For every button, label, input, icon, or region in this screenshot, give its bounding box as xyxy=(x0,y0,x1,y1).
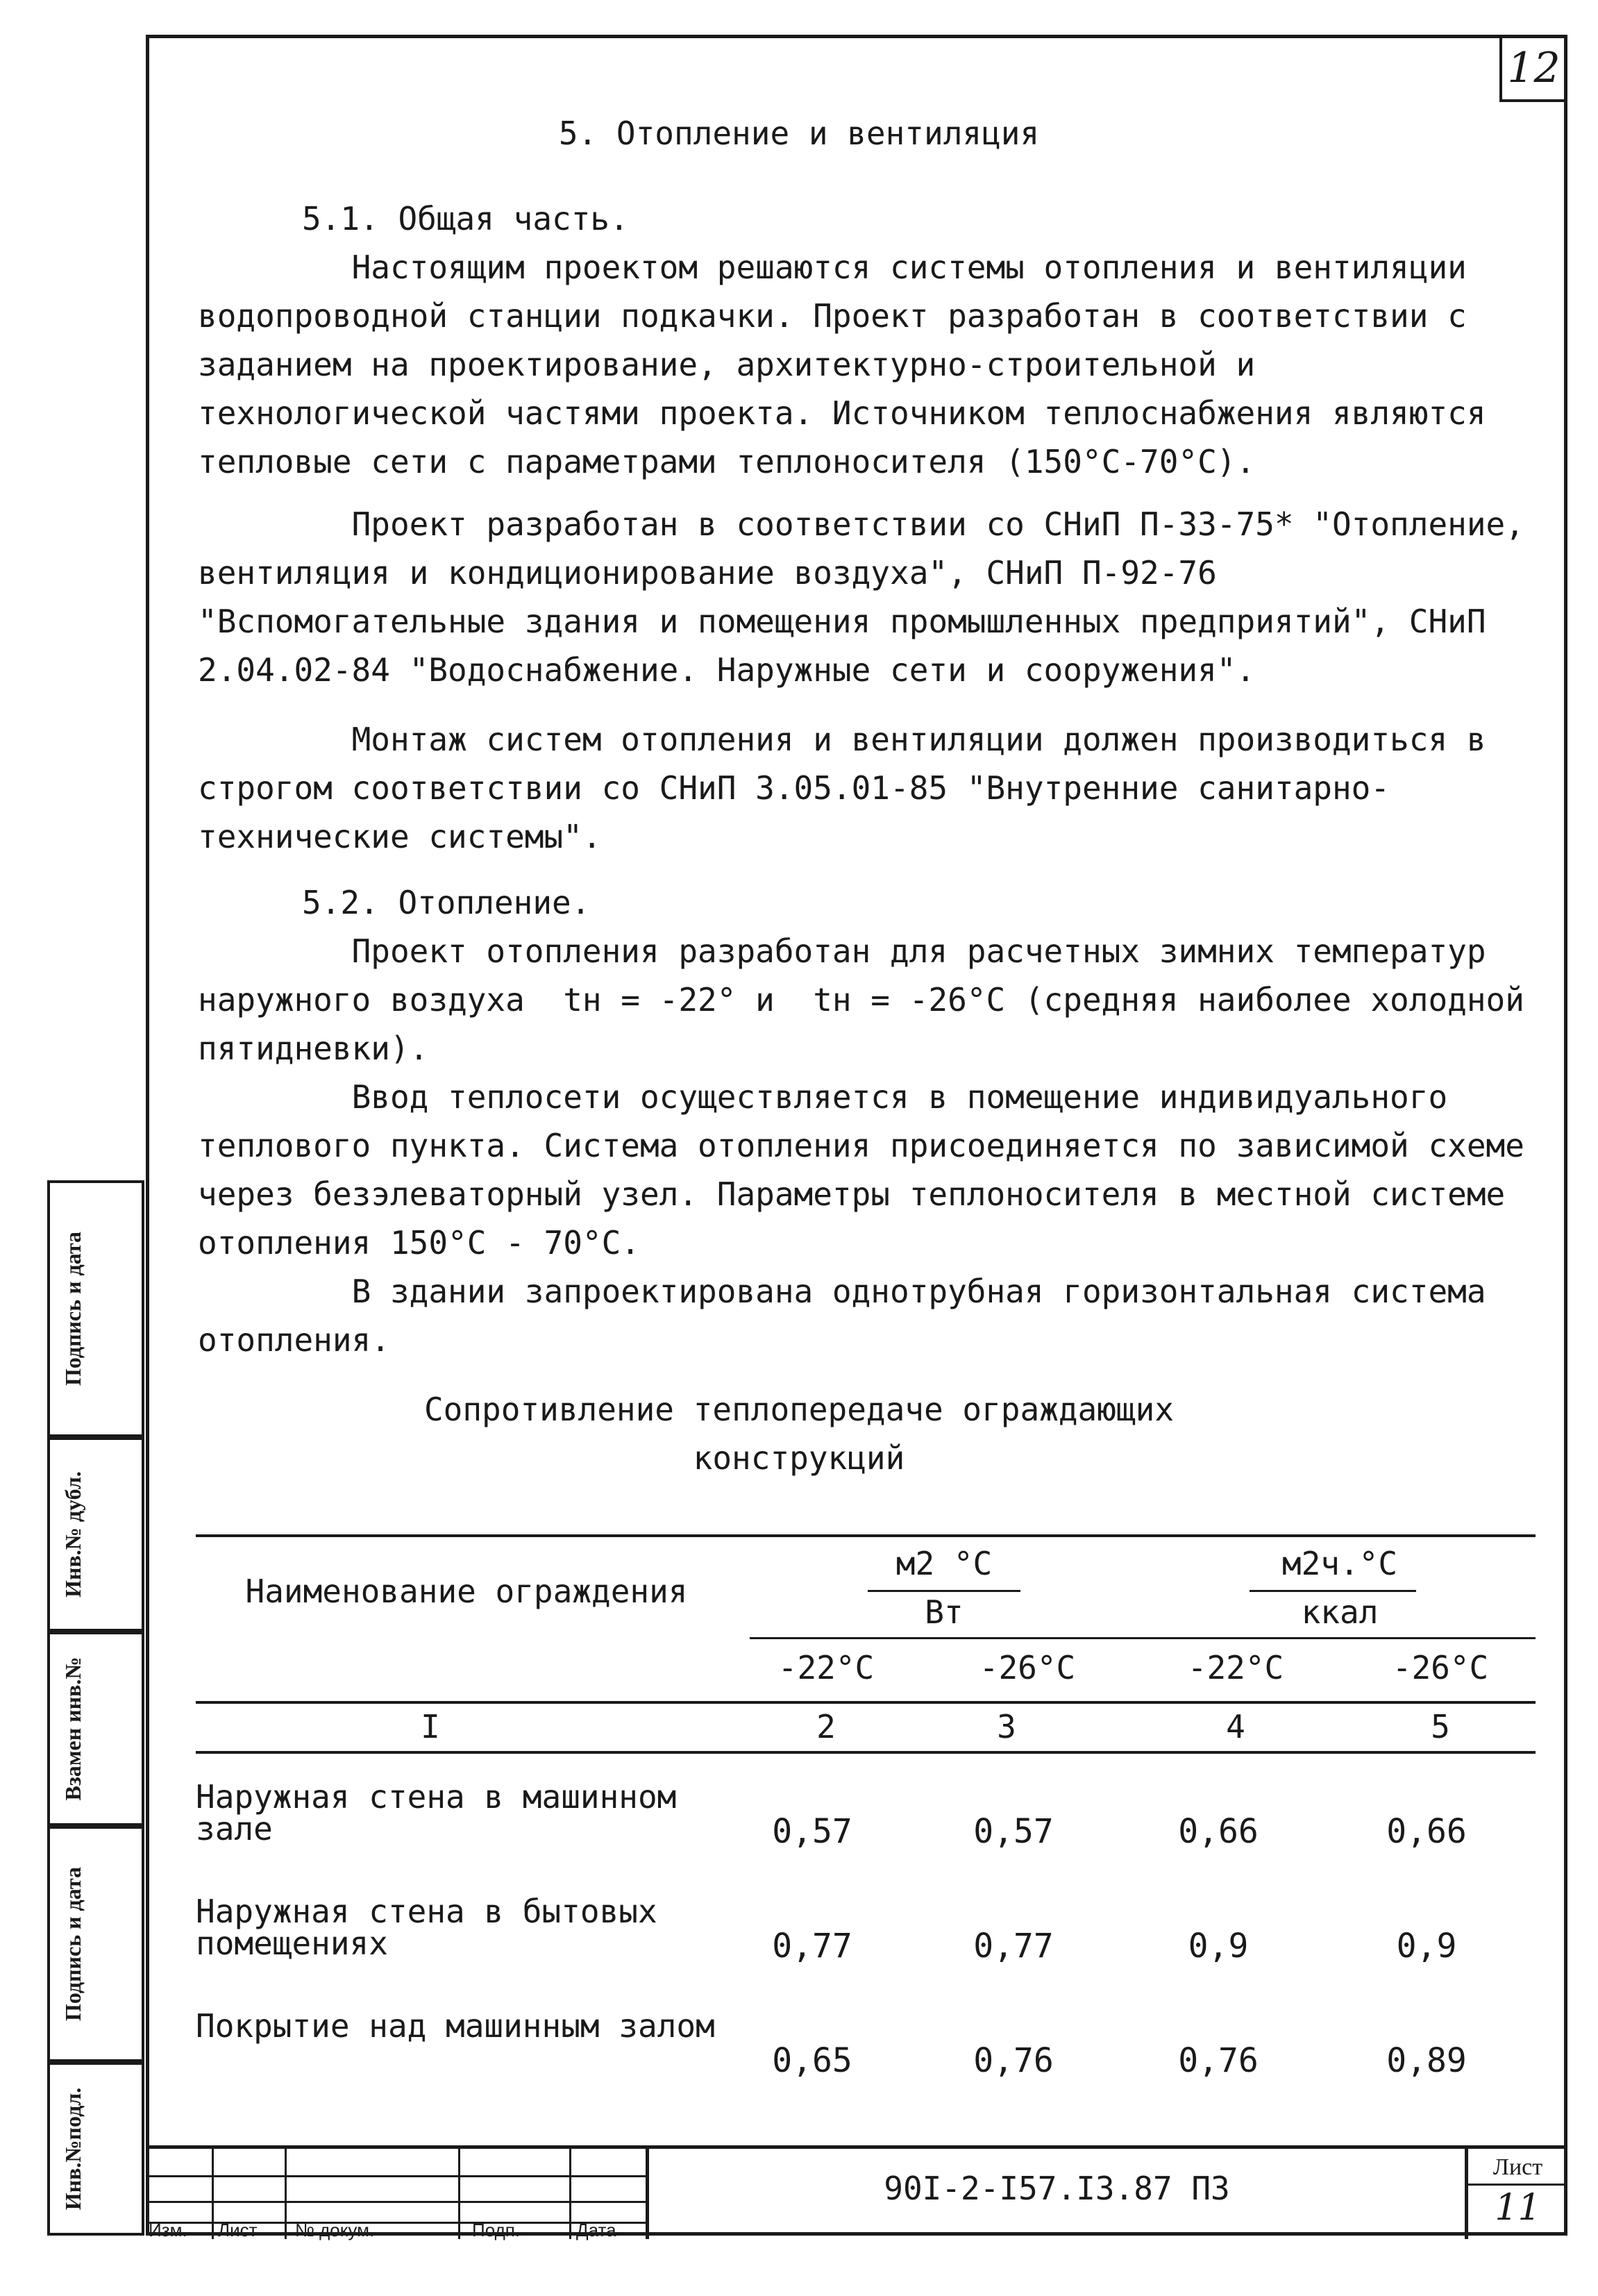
table-caption-line2: конструкций xyxy=(693,1439,905,1477)
side-stamp-signature-date: Подпись и дата xyxy=(47,1180,144,1437)
side-stamp-duplicate-inventory: Инв.№ дубл. xyxy=(47,1437,144,1632)
table-cell: 0,76 xyxy=(973,2041,1054,2080)
unit1-fraction-bar xyxy=(868,1590,1020,1592)
table-cell: 0,66 xyxy=(1178,1812,1259,1851)
subsection-heading-general: 5.1. Общая часть. xyxy=(302,200,629,237)
table-numbers-bottom-rule xyxy=(196,1751,1536,1754)
column-number-5: 5 xyxy=(1431,1708,1450,1745)
section-title: 5. Отопление и вентиляция xyxy=(558,115,1040,152)
side-stamp-signature-date-2: Подпись и дата xyxy=(47,1826,144,2062)
unit2-fraction-bar xyxy=(1250,1590,1416,1592)
table-caption-line1: Сопротивление теплопередаче ограждающих xyxy=(423,1391,1175,1428)
paragraph-general-3: Монтаж систем отопления и вентиляции должен производиться в строгом соответствии со СНиП 3.05.01-85 "Внутренние санитарно-технические системы". xyxy=(198,721,1506,855)
column-number-4: 4 xyxy=(1226,1708,1245,1745)
unit1-numerator: м2 °С xyxy=(895,1545,993,1582)
title-col-date: Дата xyxy=(576,2220,616,2240)
table-numbers-top-rule xyxy=(196,1701,1536,1704)
sheet-label: Лист xyxy=(1492,2154,1543,2180)
table-cell: 0,77 xyxy=(772,1927,852,1966)
table-cell: 0,65 xyxy=(772,2041,852,2080)
title-col-sign: Подп. xyxy=(472,2220,521,2240)
table-cell: 0,76 xyxy=(1178,2041,1259,2080)
table-row-name: Покрытие над машинным залом xyxy=(196,2007,715,2045)
title-col-doc: № докум. xyxy=(295,2220,375,2240)
temp-header-2: -26°С xyxy=(979,1649,1076,1686)
temp-header-4: -26°С xyxy=(1392,1649,1489,1686)
table-cell: 0,57 xyxy=(973,1812,1054,1851)
paragraph-heating-1: Проект отопления разработан для расчетных зимних температур наружного воздуха tн = -22° и tн = -26°С (средняя наиболее холодной пятидневки). xyxy=(198,932,1544,1067)
paragraph-heating-2: Ввод теплосети осуществляется в помещение индивидуального теплового пункта. Система отопления присоединяется по зависимой схеме через безэлеваторный узел. Параметры теплоносителя в местной системе отопления 150°С - 70°С. xyxy=(198,1078,1544,1262)
table-top-rule xyxy=(196,1534,1536,1537)
side-stamp-replacement-inventory: Взамен инв.№ xyxy=(47,1632,144,1826)
title-col-sheet: Лист xyxy=(218,2220,258,2240)
table-row-name: Наружная стена в бытовых помещениях xyxy=(196,1893,657,1962)
temp-header-3: -22°С xyxy=(1187,1649,1284,1686)
table-subheader-rule xyxy=(750,1637,1536,1639)
sheet-number: 11 xyxy=(1495,2187,1541,2229)
column-number-3: 3 xyxy=(997,1708,1016,1745)
table-cell: 0,9 xyxy=(1396,1927,1457,1966)
temp-header-1: -22°С xyxy=(777,1649,875,1686)
document-code: 90I-2-I57.I3.87 ПЗ xyxy=(884,2170,1230,2207)
subsection-heading-heating: 5.2. Отопление. xyxy=(302,884,591,921)
unit1-denominator: Вт xyxy=(925,1593,964,1631)
table-row-name: Наружная стена в машинном зале xyxy=(196,1778,677,1847)
column-number-2: 2 xyxy=(816,1708,836,1745)
paragraph-general-1: Настоящим проектом решаются системы отопления и вентиляции водопроводной станции подкачки. Проект разработан в соответствии с заданием на проектирование, архитектурно-строительной и технологической частями проекта. Источником теплоснабжения являются тепловые сети с параметрами теплоносителя (150°С-70°С). xyxy=(198,249,1506,480)
table-cell: 0,89 xyxy=(1386,2041,1467,2080)
column-header-name: Наименование ограждения xyxy=(245,1573,688,1610)
unit2-numerator: м2ч.°С xyxy=(1281,1545,1398,1582)
table-cell: 0,66 xyxy=(1386,1812,1467,1851)
page-number: 12 xyxy=(1499,36,1565,102)
table-cell: 0,77 xyxy=(973,1927,1054,1966)
paragraph-general-2: Проект разработан в соответствии со СНиП П-33-75* "Отопление, вентиляция и кондиционирование воздуха", СНиП П-92-76 "Вспомогательные здания и помещения промышленных предприятий", СНиП 2.04.02-84 "Водоснабжение. Наружные сети и сооружения". xyxy=(198,505,1544,689)
column-number-1: I xyxy=(421,1708,440,1745)
title-col-change: Изм. xyxy=(149,2220,187,2240)
unit2-denominator: ккал xyxy=(1301,1593,1379,1631)
side-stamp-original-inventory: Инв.№подл. xyxy=(47,2062,144,2236)
paragraph-heating-3: В здании запроектирована однотрубная горизонтальная система отопления. xyxy=(198,1273,1506,1359)
table-cell: 0,9 xyxy=(1188,1927,1249,1966)
table-cell: 0,57 xyxy=(772,1812,852,1851)
title-block xyxy=(146,2145,1567,2240)
